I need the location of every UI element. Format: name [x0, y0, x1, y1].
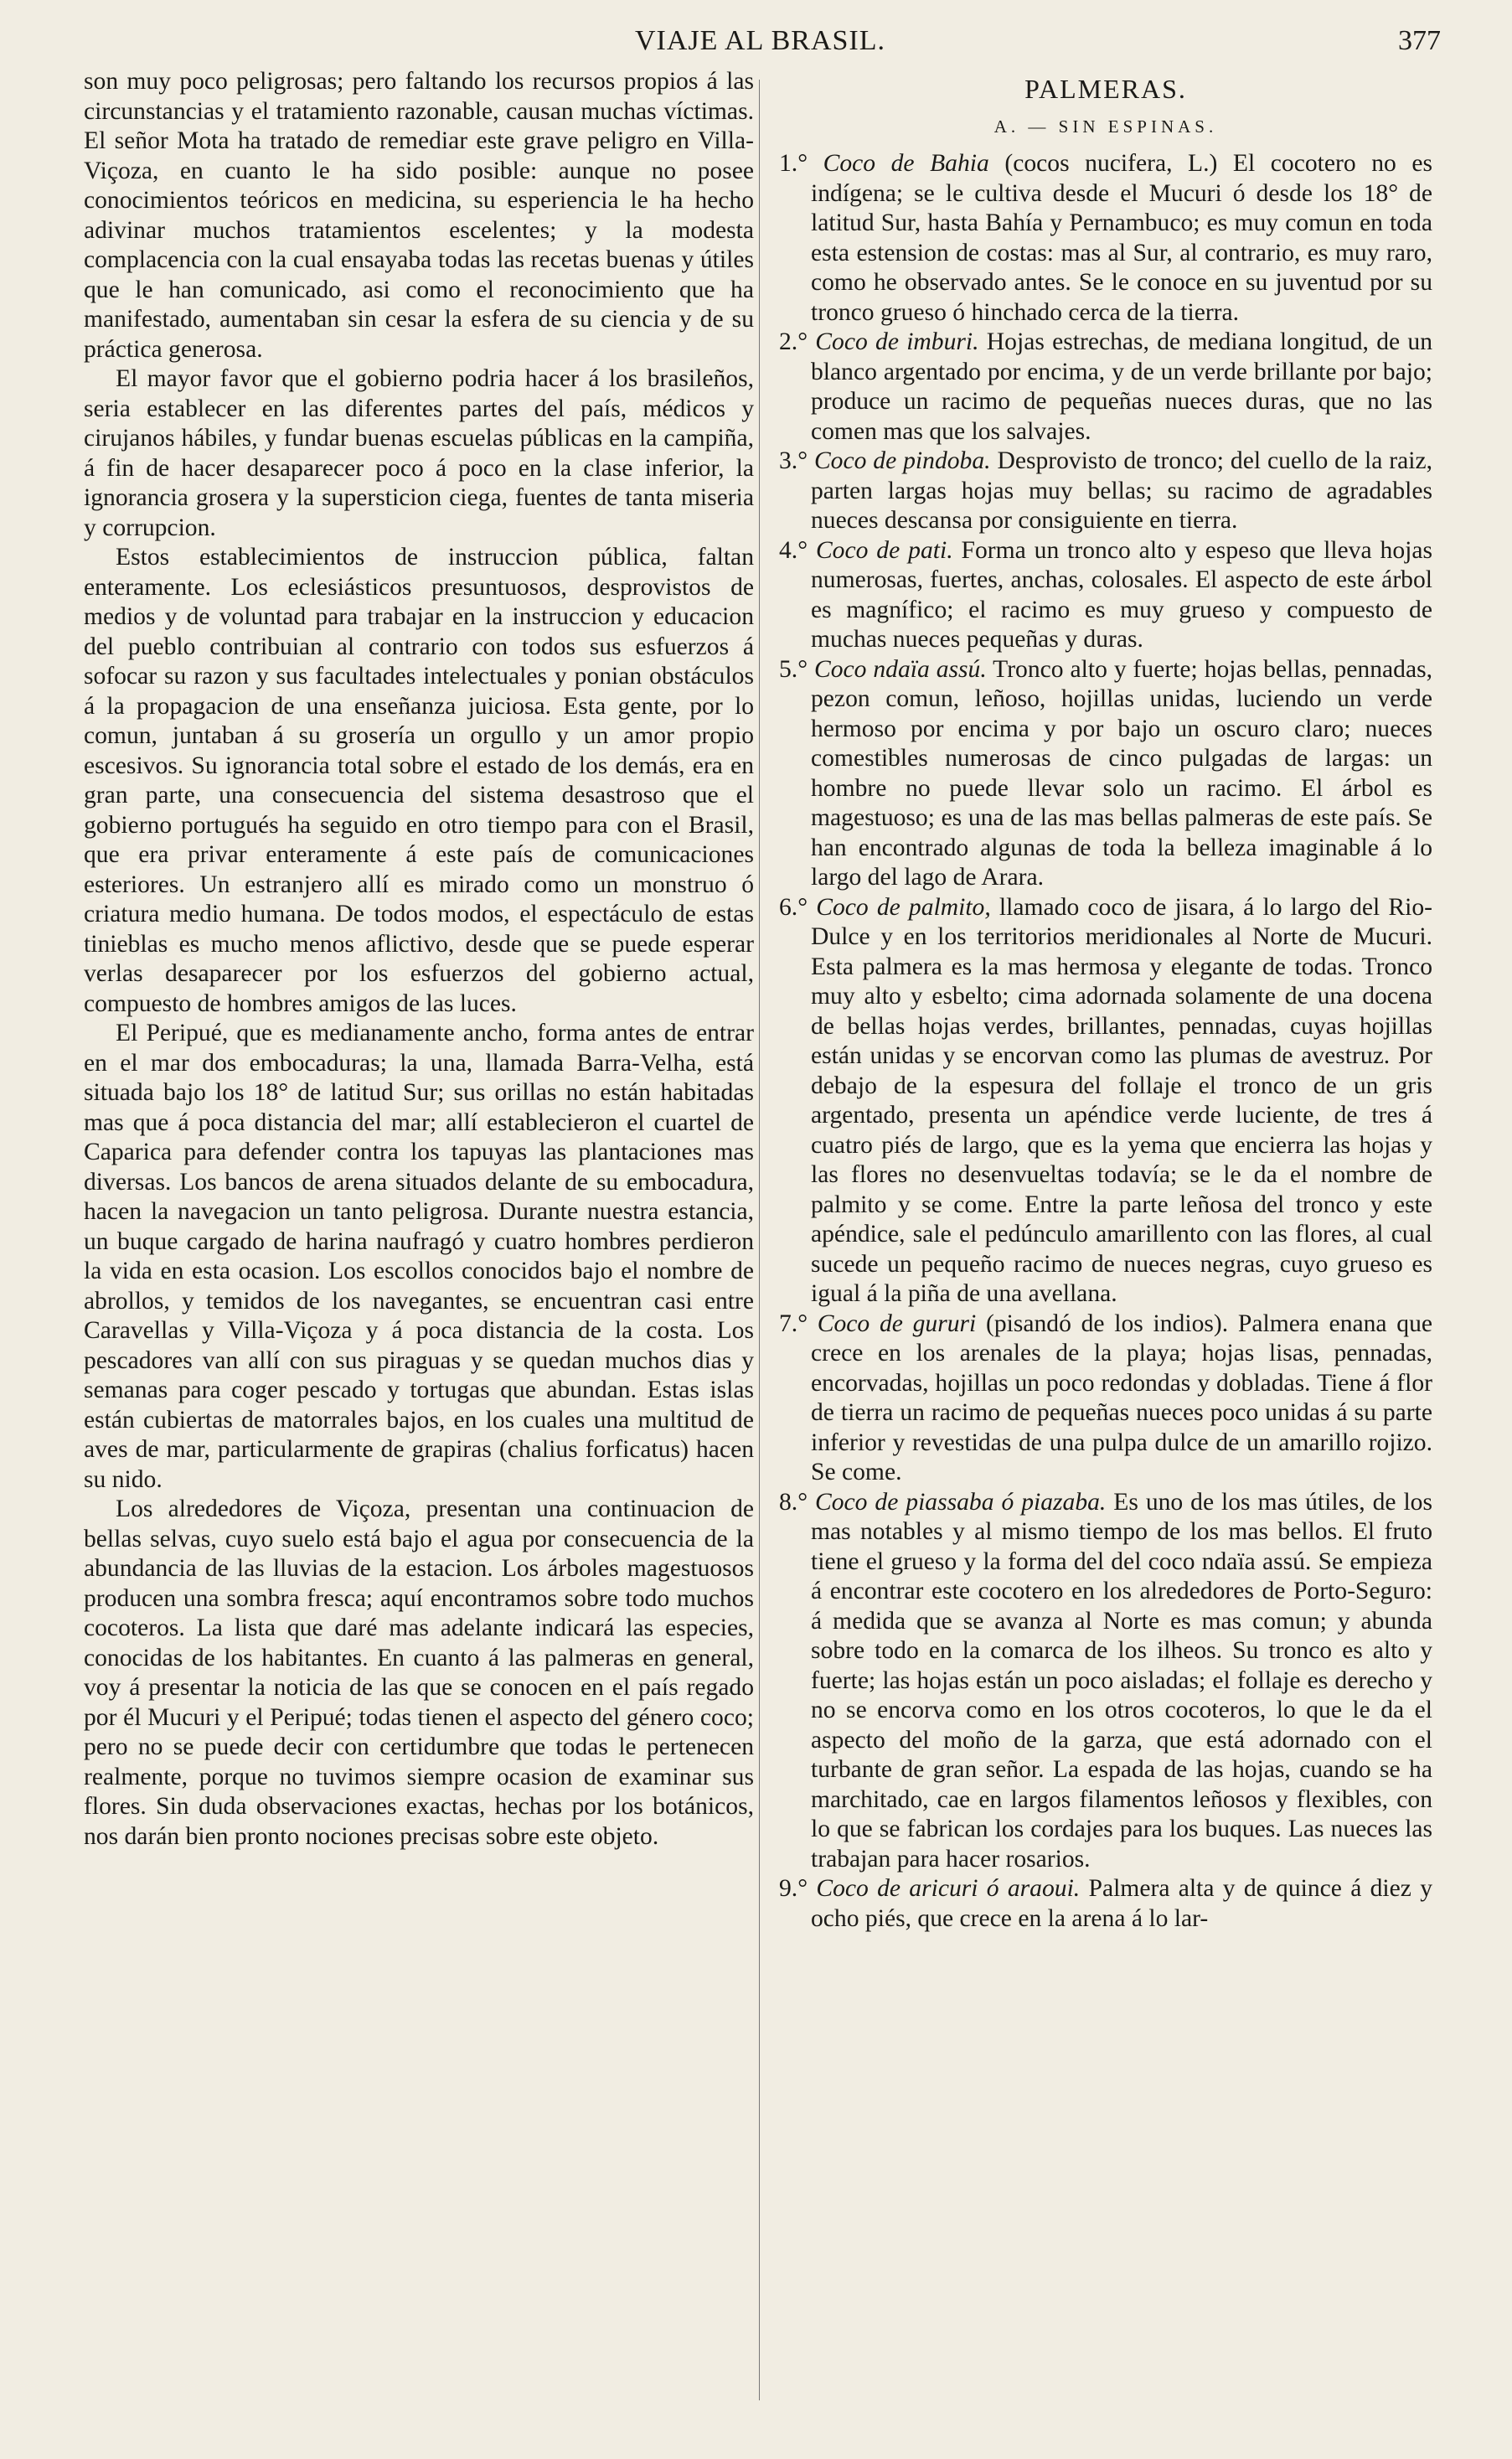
paragraph: Los alrededores de Viçoza, presentan una continuacion de bellas selvas, cuyo suelo está bajo el agua por consecuencia de la abundancia de las lluvias de la estacion. Los árboles magestuosos producen una sombra fresca; aquí encontramos sobre todo muchos cocoteros. La lista que daré mas adelante indicará las especies, conocidas de los habitantes. En cuanto á las palmeras en general, voy á presentar la noticia de las que se conocen en el país regado por él Mucuri y el Peripué; todas tienen el aspecto del género coco; pero no se puede decir con certidumbre que todas le pertenecen realmente, porque no tuvimos siempre ocasion de examinar sus flores. Sin duda observaciones exactas, hechas por los botánicos, nos darán bien pronto nociones precisas sobre este objeto.: [84, 1496, 754, 1850]
paragraph: El Peripué, que es medianamente ancho, forma antes de entrar en el mar dos embocaduras; la una, llamada Barra-Velha, está situada bajo los 18° de latitud Sur; sus orillas no están habitadas mas que á poca distancia del mar; allí establecieron el cuartel de Caparica para defender contra los tapuyas las plantaciones mas diversas. Los bancos de arena situados delante de su embocadura, hacen la navegacion un tanto peligrosa. Durante nuestra estancia, un buque cargado de harina naufragó y cuatro hombres perdieron la vida en esta ocasion. Los escollos conocidos bajo el nombre de abrollos, y temidos de los navegantes, se encuentran casi entre Caravellas y Villa-Viçoza y á poca distancia de la costa. Los pescadores van allí con sus piraguas y se quedan muchos dias y semanas para coger pescado y tortugas que abundan. Estas islas están cubiertas de matorrales bajos, en los cuales una multitud de aves de mar, particularmente de grapiras (chalius forficatus) hacen su nido.: [84, 1020, 754, 1493]
entry-number: 5.°: [779, 655, 808, 683]
palm-entry: [779, 893, 1432, 1310]
right-column: [779, 67, 1432, 1934]
palm-entry: [779, 1488, 1432, 1875]
entry-number: 8.°: [779, 1488, 808, 1516]
entry-name: Coco de palmito,: [816, 893, 991, 921]
entry-number: 9.°: [779, 1875, 808, 1902]
palm-entry: [779, 1874, 1432, 1934]
entry-text: Desprovisto de tronco; del cuello de la raiz, parten largas hojas muy bellas; su racimo de agradables nueces descansa por consiguiente en tierra.: [811, 447, 1433, 534]
entry-number: 1.°: [779, 150, 808, 177]
entry-number: 3.°: [779, 447, 808, 474]
palm-entry: [779, 536, 1432, 655]
subsection-title: A. — SIN ESPINAS.: [993, 116, 1218, 137]
page-number: 377: [1398, 25, 1441, 56]
palm-entry: [779, 447, 1432, 536]
section-title: PALMERAS.: [1024, 74, 1187, 104]
left-column: [84, 67, 754, 1852]
entry-name: Coco de pindoba.: [813, 447, 991, 474]
entry-name: Coco ndaïa assú.: [813, 655, 987, 683]
palm-entry: [779, 1310, 1432, 1488]
entry-name: Coco de gururi: [817, 1310, 977, 1337]
entry-name: Coco de imburi.: [815, 328, 979, 355]
entry-name: Coco de pati.: [815, 536, 953, 564]
entry-name: Coco de Bahia: [823, 150, 989, 177]
entry-text: (pisandó de los indios). Palmera enana que crece en los arenales de la playa; hojas lisas, pennadas, encorvadas, hojillas un poco redondas y dobladas. Tiene á flor de tierra un racimo de pequeñas nueces poco unidas á su parte inferior y revestidas de una pulpa dulce de un amarillo rojizo. Se come.: [811, 1310, 1433, 1485]
entry-text: Hojas estrechas, de mediana longitud, de un blanco argentado por encima, y de un verde brillante por bajo; produce un racimo de pequeñas nueces duras, que no las comen mas que los salvajes.: [811, 328, 1432, 445]
paragraph: son muy poco peligrosas; pero faltando los recursos propios á las circunstancias y el tratamiento razonable, causan muchas víctimas. El señor Mota ha tratado de remediar este grave peligro en Villa-Viçoza, en cuanto le ha sido posible: aunque no posee conocimientos teóricos en medicina, su esperiencia le ha hecho adivinar muchos tratamientos escelentes; y la modesta complacencia con la cual ensayaba todas las recetas buenas y útiles que le han comunicado, asi como el reconocimiento que ha manifestado, aumentaban sin cesar la esfera de su ciencia y de su práctica generosa.: [84, 68, 754, 363]
palm-entry: [779, 655, 1432, 893]
running-header: [80, 25, 1441, 67]
entry-number: 2.°: [779, 328, 808, 355]
entry-name: Coco de aricuri ó araoui.: [816, 1875, 1081, 1902]
palm-entry: [779, 149, 1432, 328]
paragraph: El mayor favor que el gobierno podria hacer á los brasileños, seria establecer en las diferentes partes del país, médicos y cirujanos hábiles, y fundar buenas escuelas públicas en la campiña, á fin de hacer desaparecer poco á poco en la clase inferior, la ignorancia grosera y la supersticion ciega, fuentes de tanta miseria y corrupcion.: [84, 365, 754, 541]
entry-text: Forma un tronco alto y espeso que lleva hojas numerosas, fuertes, anchas, colosales. El aspecto de este árbol es magnífico; el racimo es muy grueso y compuesto de muchas nueces pequeñas y duras.: [811, 536, 1432, 653]
paragraph: Estos establecimientos de instruccion pública, faltan enteramente. Los eclesiásticos presuntuosos, desprovistos de medios y de voluntad para trabajar en la instruccion y educacion del pueblo contribuian al contrario con todos sus esfuerzos á sofocar su razon y sus facultades intelectuales y ponian obstáculos á la propagacion de una enseñanza juiciosa. Esta gente, por lo comun, juntaban á su grosería un orgullo y un amor propio escesivos. Su ignorancia total sobre el estado de los demás, era en gran parte, una consecuencia del sistema desastroso que el gobierno portugués ha seguido en otro tiempo para con el Brasil, que era privar enteramente á este país de comunicaciones esteriores. Un estranjero allí es mirado como un monstruo ó criatura medio humana. De todos modos, el espectáculo de estas tinieblas es mucho menos aflictivo, desde que se puede esperar verlas desaparecer por los esfuerzos del gobierno actual, compuesto de hombres amigos de las luces.: [84, 544, 754, 1017]
entry-text: llamado coco de jisara, á lo largo del Rio-Dulce y en los territorios meridionales al Norte de Mucuri. Esta palmera es la mas hermosa y elegante de todas. Tronco muy alto y esbelto; cima adornada solamente de una docena de bellas hojas verdes, brillantes, pennadas, cuyas hojillas están unidas y se encorvan como las plumas de avestruz. Por debajo de la espesura del follaje el tronco de un gris argentado, presenta un apéndice verde luciente, de tres á cuatro piés de largo, que es la yema que encierra las hojas y las flores no desenvueltas todavía; se le da el nombre de palmito y se come. Entre la parte leñosa del tronco y este apéndice, sale el pedúnculo amarillento con las flores, al cual sucede un pequeño racimo de nueces negras, cuyo grueso es igual á la piña de una avellana.: [811, 893, 1433, 1307]
entry-number: 4.°: [779, 536, 808, 564]
entry-text: Palmera alta y de quince á diez y ocho piés, que crece en la arena á lo lar-: [811, 1875, 1432, 1932]
entry-text: (cocos nucifera, L.) El cocotero no es indígena; se le cultiva desde el Mucuri ó desde los 18° de latitud Sur, hasta Bahía y Pernambuco; es muy comun en toda esta estension de costas: mas al Sur, al contrario, es muy raro, como he observado antes. Se le conoce en su juventud por su tronco grueso ó hinchado cerca de la tierra.: [811, 150, 1432, 326]
palm-entry: [779, 328, 1432, 447]
running-title: VIAJE AL BRASIL.: [634, 25, 886, 56]
entry-name: Coco de piassaba ó piazaba.: [814, 1488, 1107, 1516]
entry-text: Tronco alto y fuerte; hojas bellas, pennadas, pezon comun, leñoso, hojillas unidas, luciendo un verde hermoso por encima y por bajo un oscuro claro; nueces comestibles numerosas de cinco pulgadas de largas: un hombre no puede llevar solo un racimo. El árbol es magestuoso; es una de las mas bellas palmeras de este país. Se han encontrado algunas de toda la belleza imaginable á lo largo del lago de Arara.: [811, 655, 1432, 891]
column-divider: [759, 80, 760, 2400]
entry-number: 6.°: [779, 893, 808, 921]
entry-number: 7.°: [779, 1310, 808, 1337]
entry-text: Es uno de los mas útiles, de los mas notables y al mismo tiempo de los mas bellos. El fruto tiene el grueso y la forma del del coco ndaïa assú. Se empieza á encontrar este cocotero en los alrededores de Porto-Seguro: á medida que se avanza al Norte es mas comun; y abunda sobre todo en la comarca de los ilheos. Su tronco es alto y fuerte; las hojas están un poco aisladas; el follaje es derecho y no se encorva como en los otros cocoteros, lo que le da el aspecto del moño de la garza, que está adornado con el turbante de gran señor. La espada de las hojas, cuando se ha marchitado, cae en largos filamentos leñosos y flexibles, con lo que se fabrican los cordajes para los buques. Las nueces las trabajan para hacer rosarios.: [811, 1488, 1432, 1873]
